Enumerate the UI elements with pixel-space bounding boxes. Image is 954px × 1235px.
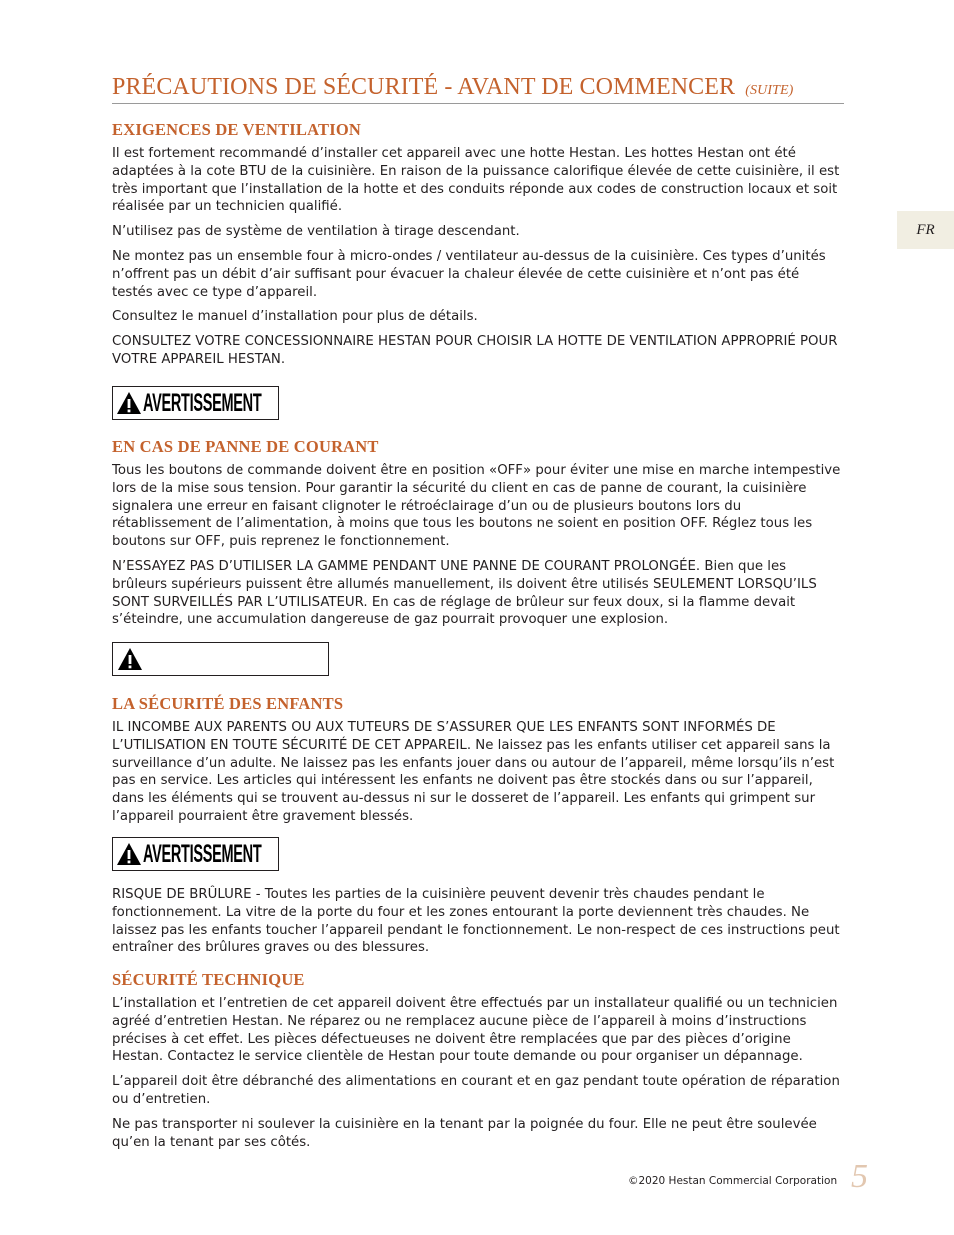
section-heading: EXIGENCES DE VENTILATION [112,120,362,139]
paragraph: RISQUE DE BRÛLURE - Toutes les parties de la cuisinière peuvent devenir très chaudes pendant le fonctionnement. La vitre de la porte du four et les zones entourant la porte deviennent très chaudes. Ne laissez pas les enfants toucher l’appareil pendant le fonctionnement. Le non-respect de ces instructions peut entraîner des brûlures graves ou des blessures. [112,887,840,956]
warning-icon [117,647,143,671]
section-power-outage [112,437,842,636]
warning-icon [116,842,142,866]
paragraph: CONSULTEZ VOTRE CONCESSIONNAIRE HESTAN POUR CHOISIR LA HOTTE DE VENTILATION APPROPRIÉ POUR VOTRE APPAREIL HESTAN. [112,334,838,367]
section-technical [112,970,842,1158]
section-burn-risk [112,886,842,964]
section-heading: SÉCURITÉ TECHNIQUE [112,970,305,989]
paragraph: N’ESSAYEZ PAS D’UTILISER LA GAMME PENDANT UNE PANNE DE COURANT PROLONGÉE. Bien que les brûleurs supérieurs puissent être allumés manuellement, ils doivent être utilisés SEULEMENT LORSQU’ILS SONT SURVEILLÉS PAR L’UTILISATEUR. En cas de réglage de brûleur sur feux doux, si la flamme devait s’éteindre, une accumulation dangereuse de gaz pourrait provoquer une explosion. [112,558,817,628]
section-heading: EN CAS DE PANNE DE COURANT [112,437,379,456]
paragraph: N’utilisez pas de système de ventilation à tirage descendant. [112,224,520,240]
paragraph: Consultez le manuel d’installation pour plus de détails. [112,309,478,325]
section-heading: LA SÉCURITÉ DES ENFANTS [112,694,344,713]
paragraph: L’appareil doit être débranché des alimentations en courant et en gaz pendant toute opération de réparation ou d’entretien. [112,1074,840,1107]
paragraph: Ne montez pas un ensemble four à micro-ondes / ventilateur au-dessus de la cuisinière. Ces types d’unités n’offrent pas un débit d’air suffisant pour évacuer la chaleur élevée de cette cuisinière et n’ont pas été testés avec ce type d’appareil. [112,248,826,300]
warning-text: AVERTISSEMENT [143,388,262,417]
warning-text: AVERTISSEMENT [143,839,262,868]
paragraph: Tous les boutons de commande doivent être en position «OFF» pour éviter une mise en marche intempestive lors de la mise sous tension. Pour garantir la sécurité du client en cas de panne de courant, la cuisinière signalera une erreur en faisant clignoter le rétroéclairage d’un ou de plusieurs boutons lors du rétablissement de l’alimentation, à moins que tous les boutons ne soient en position OFF. Réglez tous les boutons sur OFF, puis reprenez le fonctionnement. [112,463,841,550]
section-ventilation [112,120,842,376]
footer-copyright: ©2020 Hestan Commercial Corporation [628,1175,838,1187]
warning-label [112,837,279,871]
warning-label [112,386,279,420]
section-children [112,694,842,833]
language-tab: FR [897,211,954,249]
page-title-suffix: (SUITE) [745,83,794,98]
page-title-text: PRÉCAUTIONS DE SÉCURITÉ - AVANT DE COMMENCER [112,74,736,100]
caution-label [112,642,329,676]
paragraph: IL INCOMBE AUX PARENTS OU AUX TUTEURS DE S’ASSURER QUE LES ENFANTS SONT INFORMÉS DE L’UTILISATION EN TOUTE SÉCURITÉ DE CET APPAREIL. Ne laissez pas les enfants utiliser cet appareil sans la surveillance d’un adulte. Ne laissez pas les enfants jouer dans ou autour de l’appareil, même lorsqu’ils n’est pas en service. Les articles qui intéressent les enfants ne doivent pas être stockés dans ou sur l’appareil, dans les éléments qui se trouvent au-dessus ni sur le dosseret de l’appareil. Les enfants qui grimpent sur l’appareil pourraient être gravement blessés. [112,720,835,824]
page-number: 5 [851,1158,868,1195]
warning-icon [116,391,142,415]
paragraph: Il est fortement recommandé d’installer cet appareil avec une hotte Hestan. Les hottes Hestan ont été adaptées à la cote BTU de la cuisinière. En raison de la puissance calorifique élevée de cette cuisinière, il est très important que l’installation de la hotte et des conduits réponde aux codes de construction locaux et soit réalisée par un technicien qualifié. [112,146,840,215]
paragraph: L’installation et l’entretien de cet appareil doivent être effectués par un installateur qualifié ou un technicien agréé d’entretien Hestan. Ne réparez ou ne remplacez aucune pièce de l’appareil à moins d’instructions précises à cet effet. Les pièces défectueuses ne doivent être remplacées que par des pièces d’origine Hestan. Contactez le service clientèle de Hestan pour toute demande ou pour organiser un dépannage. [112,996,838,1065]
page-title [112,74,844,104]
paragraph: Ne pas transporter ni soulever la cuisinière en la tenant par la poignée du four. Elle ne peut être soulevée qu’en la tenant par ses côtés. [112,1116,817,1150]
